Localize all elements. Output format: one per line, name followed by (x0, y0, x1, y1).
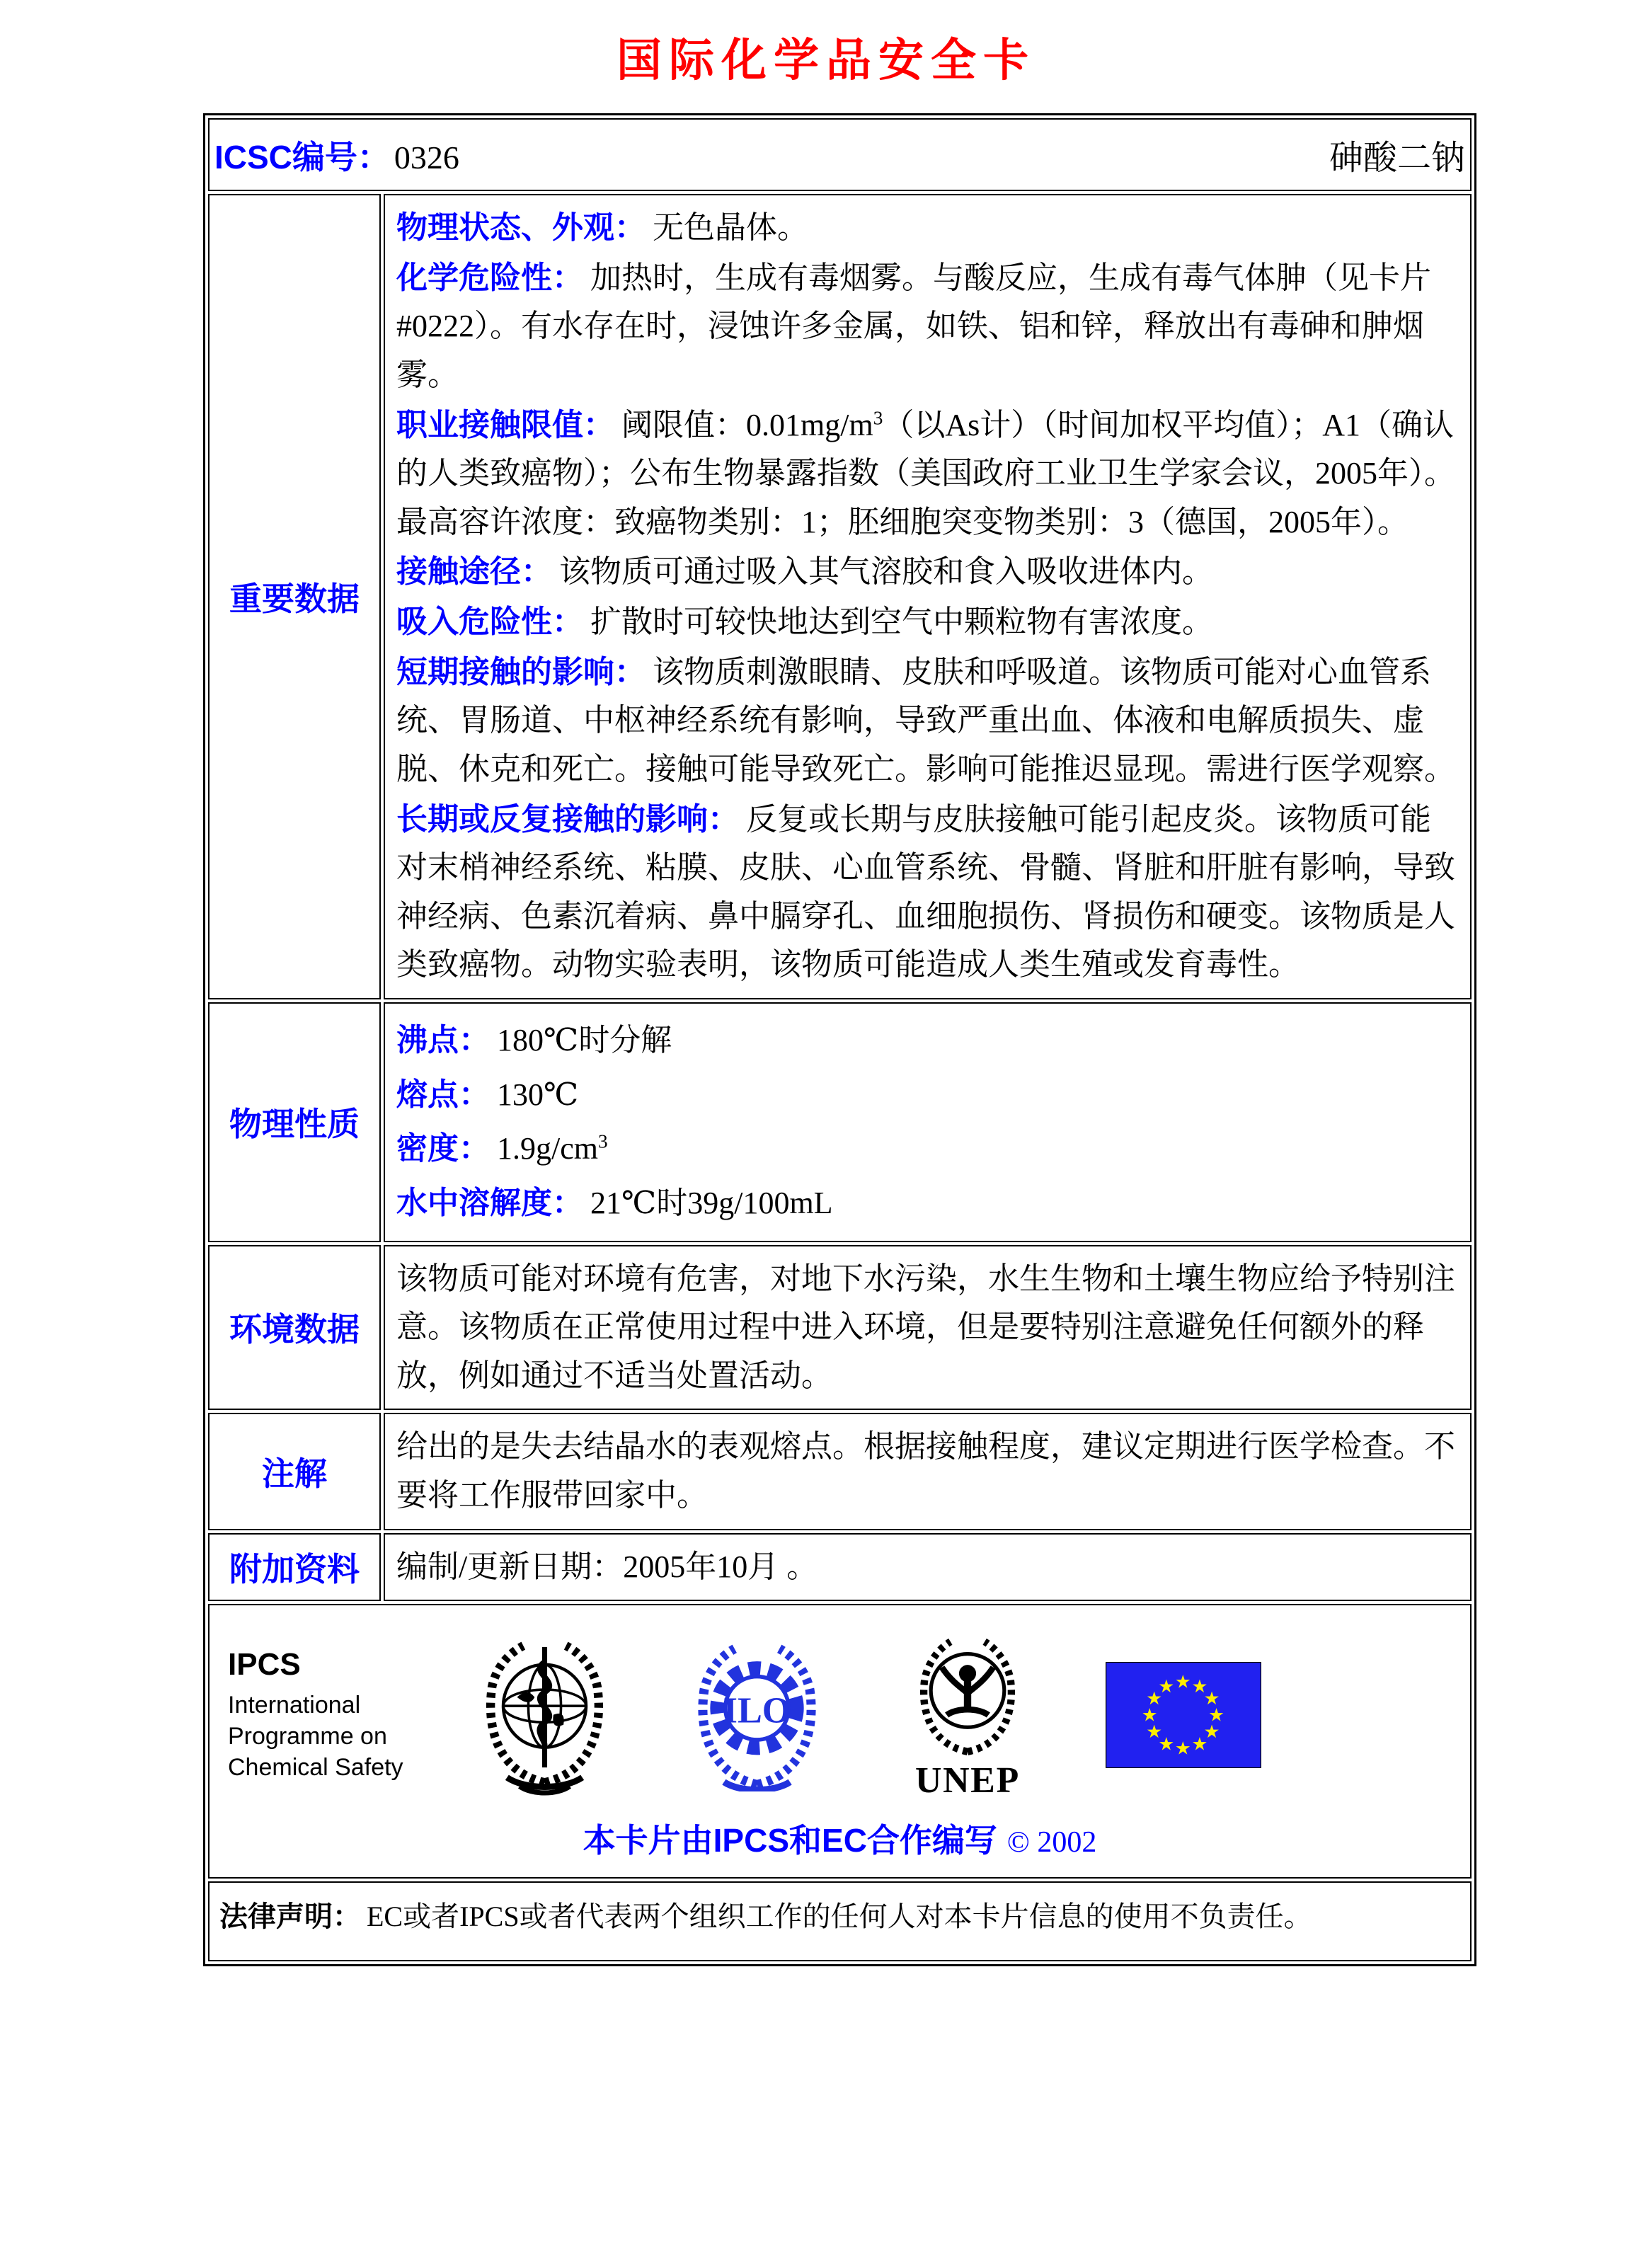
eu-star: ★ (1203, 1688, 1220, 1709)
notes-content (384, 1413, 1472, 1530)
short-term-effects-item: 短期接触的影响： 该物质刺激眼睛、皮肤和呼吸道。该物质可能对心血管系统、胃肠道、中枢神经系统有影响，导致严重出血、体液和电解质损失、虚脱、休克和死亡。接触可能导致死亡。影响可能推迟显现。需进行医学观察。 (396, 654, 1455, 786)
unep-logo-icon (900, 1627, 1035, 1804)
header-cell (208, 118, 1472, 191)
ilo-logo-text: ILO (723, 1690, 791, 1731)
notes-label: 注解 (208, 1413, 381, 1530)
melting-point-item: 熔点： 130℃ (396, 1077, 579, 1112)
water-solubility-item: 水中溶解度： 21℃时39g/100mL (396, 1185, 833, 1220)
legal-text: EC或者IPCS或者代表两个组织工作的任何人对本卡片信息的使用不负责任。 (367, 1900, 1312, 1933)
icsc-card-table (203, 113, 1476, 1966)
ipcs-acronym: IPCS (228, 1646, 301, 1682)
caption-text: 本卡片由IPCS和EC合作编写 (583, 1822, 997, 1859)
eu-star: ★ (1141, 1704, 1158, 1726)
boiling-point-item: 沸点： 180℃时分解 (396, 1023, 672, 1057)
icsc-number-value: 0326 (394, 139, 459, 176)
chemical-name: 砷酸二钠 (1329, 139, 1465, 177)
occupational-limit-item: 职业接触限值： 阈限值：$0.01mg/m^3$（以As计）（时间加权平均值）；A1（确认的人类致癌物）；公布生物暴露指数（美国政府工业卫生学家会议，2005年）。最高容许浓度：致癌物类别：1；胚细胞突变物类别：3（德国，2005年）。 (396, 406, 1455, 539)
legal-cell (208, 1881, 1472, 1961)
unep-logo-text: UNEP (915, 1760, 1020, 1801)
legal-row (208, 1881, 1472, 1961)
environmental-data-row (208, 1245, 1472, 1411)
ipcs-line-3: Chemical Safety (228, 1754, 403, 1782)
important-data-row (208, 194, 1472, 999)
eu-star: ★ (1146, 1688, 1163, 1709)
important-data-label: 重要数据 (208, 194, 381, 999)
ilo-logo-icon (684, 1639, 830, 1791)
eu-star: ★ (1191, 1733, 1208, 1755)
long-term-effects-item: 长期或反复接触的影响： 反复或长期与皮肤接触可能引起皮炎。该物质可能对末梢神经系统、粘膜、皮肤、心血管系统、骨髓、肾脏和肝脏有影响，导致神经病、色素沉着病、鼻中膈穿孔、血细胞损伤、肾损伤和硬变。该物质是人类致癌物。动物实验表明，该物质可能造成人类生殖或发育毒性。 (396, 801, 1455, 982)
additional-info-content (384, 1533, 1472, 1602)
eu-star: ★ (1158, 1676, 1175, 1697)
additional-info-label: 附加资料 (208, 1533, 381, 1602)
physical-properties-label: 物理性质 (208, 1002, 381, 1242)
footer-caption (221, 1815, 1459, 1862)
additional-info-row (208, 1533, 1472, 1602)
page-title: 国际化学品安全卡 (616, 35, 1036, 87)
inhalation-risk-item: 吸入危险性： 扩散时可较快地达到空气中颗粒物有害浓度。 (396, 604, 1213, 639)
density-item: 密度： $1.9g/cm^3$ (396, 1130, 608, 1166)
who-logo-icon (476, 1632, 614, 1799)
notes-row (208, 1413, 1472, 1530)
environmental-data-label: 环境数据 (208, 1245, 381, 1411)
eu-star: ★ (1208, 1704, 1225, 1726)
additional-info-text: 编制/更新日期：2005年10月 。 (396, 1549, 818, 1584)
chemical-danger-item: 化学危险性： 加热时，生成有毒烟雾。与酸反应，生成有毒气体胂（见卡片#0222）。有水存在时，浸蚀许多金属，如铁、铝和锌，释放出有毒砷和胂烟雾。 (396, 260, 1431, 392)
ipcs-text-block (228, 1647, 405, 1784)
header-row (208, 118, 1472, 191)
legal-label: 法律声明： (219, 1901, 361, 1933)
eu-star: ★ (1203, 1721, 1220, 1743)
eu-star: ★ (1191, 1676, 1208, 1697)
physical-state-item: 物理状态、外观： 无色晶体。 (396, 210, 808, 245)
caption-copyright: © 2002 (1006, 1826, 1097, 1859)
icsc-number-label: ICSC编号： (214, 138, 390, 176)
icsc-number-group (214, 132, 459, 178)
eu-flag-icon (1106, 1662, 1261, 1768)
eu-star: ★ (1174, 1738, 1191, 1759)
exposure-route-item: 接触途径： 该物质可通过吸入其气溶胶和食入吸收进体内。 (396, 554, 1213, 590)
eu-star: ★ (1158, 1733, 1175, 1755)
eu-star: ★ (1174, 1671, 1191, 1692)
eu-star: ★ (1146, 1721, 1163, 1743)
notes-text: 给出的是失去结晶水的表观熔点。根据接触程度，建议定期进行医学检查。不要将工作服带回家中。 (396, 1429, 1455, 1513)
logos-row (208, 1604, 1472, 1879)
important-data-content (384, 194, 1472, 999)
ipcs-line-1: International (228, 1691, 361, 1719)
physical-properties-content (384, 1002, 1472, 1242)
environmental-data-content (384, 1245, 1472, 1411)
environmental-data-text: 该物质可能对环境有危害，对地下水污染，水生生物和土壤生物应给予特别注意。该物质在正常使用过程中进入环境，但是要特别注意避免任何额外的释放，例如通过不适当处置活动。 (396, 1261, 1455, 1393)
ipcs-line-2: Programme on (228, 1723, 387, 1750)
logos-cell (208, 1604, 1472, 1879)
physical-properties-row (208, 1002, 1472, 1242)
